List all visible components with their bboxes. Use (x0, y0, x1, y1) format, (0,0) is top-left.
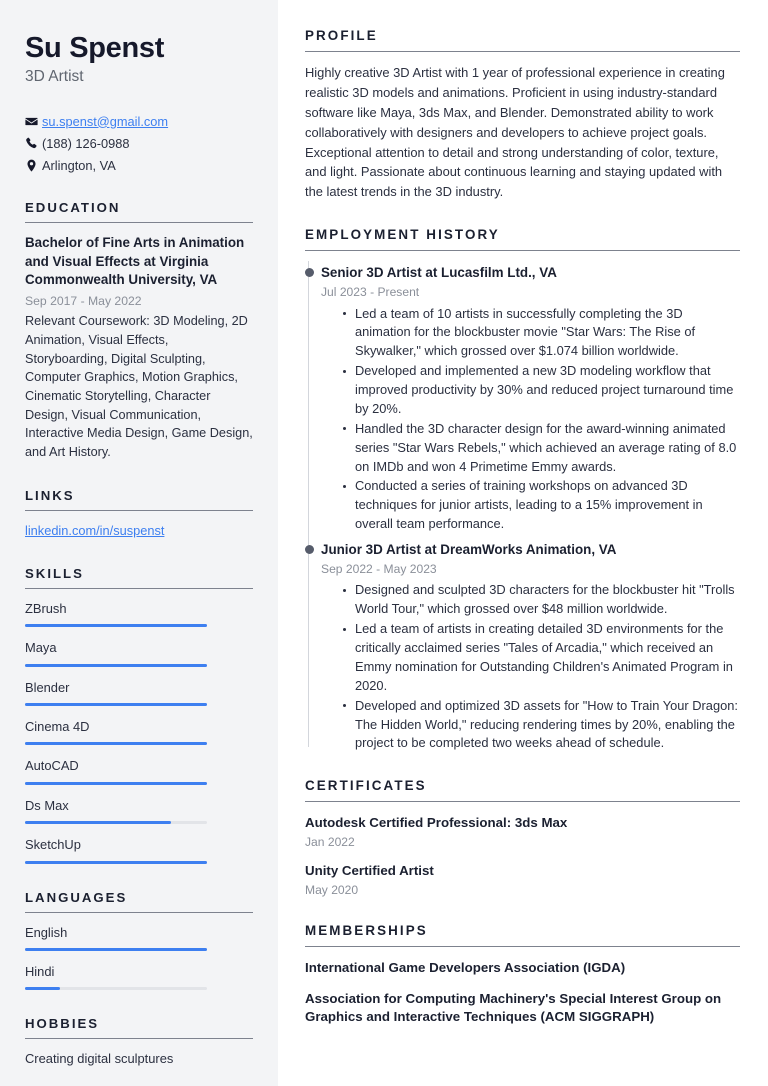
job-bullet: Handled the 3D character design for the award-winning animated series "Star Wars Rebels," which achieved an average rating of 8.0 on IMDb and won 4 Primetime Emmy awards. (343, 420, 740, 477)
section-certificates (305, 778, 740, 898)
skill-item (25, 600, 253, 627)
skill-bar-track (25, 742, 207, 745)
skills-body (25, 589, 253, 864)
certificates-body (305, 802, 740, 898)
skill-bar-fill (25, 664, 207, 667)
skill-bar-fill (25, 782, 207, 785)
section-heading-employment: EMPLOYMENT HISTORY (305, 227, 740, 251)
section-links (25, 488, 253, 540)
certificate-title: Autodesk Certified Professional: 3ds Max (305, 815, 568, 831)
skill-bar-track (25, 624, 207, 627)
job-bullet: Developed and implemented a new 3D modeling workflow that improved productivity by 30% and reduced project turnaround time by 20%. (343, 362, 740, 419)
skill-label: AutoCAD (25, 758, 79, 774)
skill-item (25, 836, 253, 863)
section-heading-certificates: CERTIFICATES (305, 778, 740, 802)
skill-bar-track (25, 703, 207, 706)
hobby-item: Creating digital sculptures (25, 1051, 174, 1067)
memberships-body (305, 947, 740, 1026)
job-entry (321, 264, 740, 534)
section-heading-profile: PROFILE (305, 28, 740, 52)
main-column (278, 0, 768, 1086)
job-bullet: Led a team of artists in creating detailed 3D environments for the critically acclaimed series "Tales of Arcadia," which received an Emmy nomination for Outstanding Children's Animated Program in 2020. (343, 620, 740, 696)
sidebar (0, 0, 278, 1086)
section-education (25, 200, 253, 461)
section-profile (305, 28, 740, 202)
language-item (25, 963, 253, 990)
membership-title: Association for Computing Machinery's Special Interest Group on Graphics and Interactive Techniques (ACM SIGGRAPH) (305, 990, 722, 1025)
job-date: Jul 2023 - Present (321, 285, 420, 300)
section-languages (25, 890, 253, 991)
job-entry (321, 541, 740, 753)
candidate-name: Su Spenst (25, 32, 165, 64)
skill-label: Blender (25, 679, 70, 695)
contact-location (25, 157, 253, 174)
skill-item (25, 639, 253, 666)
timeline-dot-icon (305, 268, 314, 277)
section-heading-hobbies: HOBBIES (25, 1016, 253, 1039)
contact-list (25, 113, 253, 175)
contact-email-link[interactable]: su.spenst@gmail.com (42, 113, 169, 129)
section-heading-skills: SKILLS (25, 566, 253, 589)
skill-item (25, 718, 253, 745)
job-bullet: Led a team of 10 artists in successfully completing the 3D animation for the blockbuster movie "Star Wars: The Rise of Skywalker," which grossed over $1.074 billion worldwide. (343, 305, 740, 362)
language-bar-track (25, 948, 207, 951)
section-heading-languages: LANGUAGES (25, 890, 253, 913)
section-heading-links: LINKS (25, 488, 253, 511)
certificate-date: May 2020 (305, 882, 359, 897)
link-linkedin[interactable]: linkedin.com/in/suspenst (25, 522, 165, 538)
timeline-dot-icon (305, 545, 314, 554)
links-body (25, 511, 253, 540)
skill-bar-fill (25, 821, 171, 824)
employment-timeline (305, 251, 740, 753)
section-employment-history (305, 227, 740, 753)
profile-text: Highly creative 3D Artist with 1 year of professional experience in creating realistic 3D models and animations. Proficient in using industry-standard software like Maya, 3ds Max, and Blender. Demonstrated ability to work collaboratively with designers and developers to achieve project goals. Exceptional attention to detail and strong understanding of color, texture, and light. Passionate about continuous learning and staying updated with the latest trends in the 3D industry. (305, 65, 725, 200)
section-hobbies (25, 1016, 253, 1069)
education-body (25, 223, 253, 461)
skill-label: Ds Max (25, 797, 69, 813)
education-description: Relevant Coursework: 3D Modeling, 2D Animation, Visual Effects, Storyboarding, Digital Sculpting, Computer Graphics, Motion Graphics, Cinematic Storytelling, Character Design, Visual Communication, Interactive Media Design, Game Design, and Art History. (25, 314, 253, 460)
skill-label: Maya (25, 640, 57, 656)
language-item (25, 924, 253, 951)
skill-bar-track (25, 664, 207, 667)
skill-bar-fill (25, 624, 207, 627)
section-heading-education: EDUCATION (25, 200, 253, 223)
skill-bar-track (25, 861, 207, 864)
skill-bar-track (25, 782, 207, 785)
hobbies-body (25, 1039, 253, 1069)
section-skills (25, 566, 253, 864)
job-bullets (321, 581, 740, 753)
candidate-job-title: 3D Artist (25, 68, 84, 86)
education-date: Sep 2017 - May 2022 (25, 293, 142, 308)
contact-phone-text: (188) 126-0988 (42, 135, 130, 151)
skill-item (25, 679, 253, 706)
location-pin-icon (25, 159, 42, 172)
language-bar-track (25, 987, 207, 990)
contact-phone (25, 135, 253, 152)
job-role: Junior 3D Artist at DreamWorks Animation, VA (321, 542, 617, 558)
section-memberships (305, 923, 740, 1026)
language-label: Hindi (25, 964, 55, 980)
job-role: Senior 3D Artist at Lucasfilm Ltd., VA (321, 265, 557, 281)
skill-item (25, 797, 253, 824)
skill-item (25, 757, 253, 784)
skill-bar-track (25, 821, 207, 824)
job-bullets (321, 305, 740, 535)
job-bullet: Conducted a series of training workshops on advanced 3D techniques for junior artists, leading to a 15% improvement in overall team performance. (343, 477, 740, 534)
contact-email[interactable] (25, 113, 253, 130)
phone-icon (25, 137, 42, 150)
languages-body (25, 913, 253, 991)
education-degree: Bachelor of Fine Arts in Animation and Visual Effects at Virginia Commonwealth University, VA (25, 235, 245, 288)
skill-label: SketchUp (25, 837, 81, 853)
section-heading-memberships: MEMBERSHIPS (305, 923, 740, 947)
job-date: Sep 2022 - May 2023 (321, 562, 437, 577)
skill-bar-fill (25, 861, 207, 864)
certificate-entry (305, 862, 740, 898)
skill-bar-fill (25, 742, 207, 745)
certificate-title: Unity Certified Artist (305, 863, 434, 879)
membership-entry (305, 990, 740, 1027)
certificate-date: Jan 2022 (305, 834, 355, 849)
skill-bar-fill (25, 703, 207, 706)
job-bullet: Designed and sculpted 3D characters for the blockbuster hit "Trolls World Tour," which grossed over $48 million worldwide. (343, 581, 740, 619)
certificate-entry (305, 814, 740, 850)
envelope-icon (25, 115, 42, 128)
membership-title: International Game Developers Association (IGDA) (305, 960, 626, 976)
job-bullet: Developed and optimized 3D assets for "How to Train Your Dragon: The Hidden World," reducing rendering times by 20%, enabling the project to be completed two weeks ahead of schedule. (343, 697, 740, 754)
skill-label: ZBrush (25, 600, 67, 616)
link-item[interactable] (25, 522, 253, 540)
language-label: English (25, 924, 68, 940)
contact-location-text: Arlington, VA (42, 158, 116, 174)
skill-label: Cinema 4D (25, 718, 90, 734)
language-bar-fill (25, 948, 207, 951)
membership-entry (305, 959, 740, 977)
language-bar-fill (25, 987, 60, 990)
